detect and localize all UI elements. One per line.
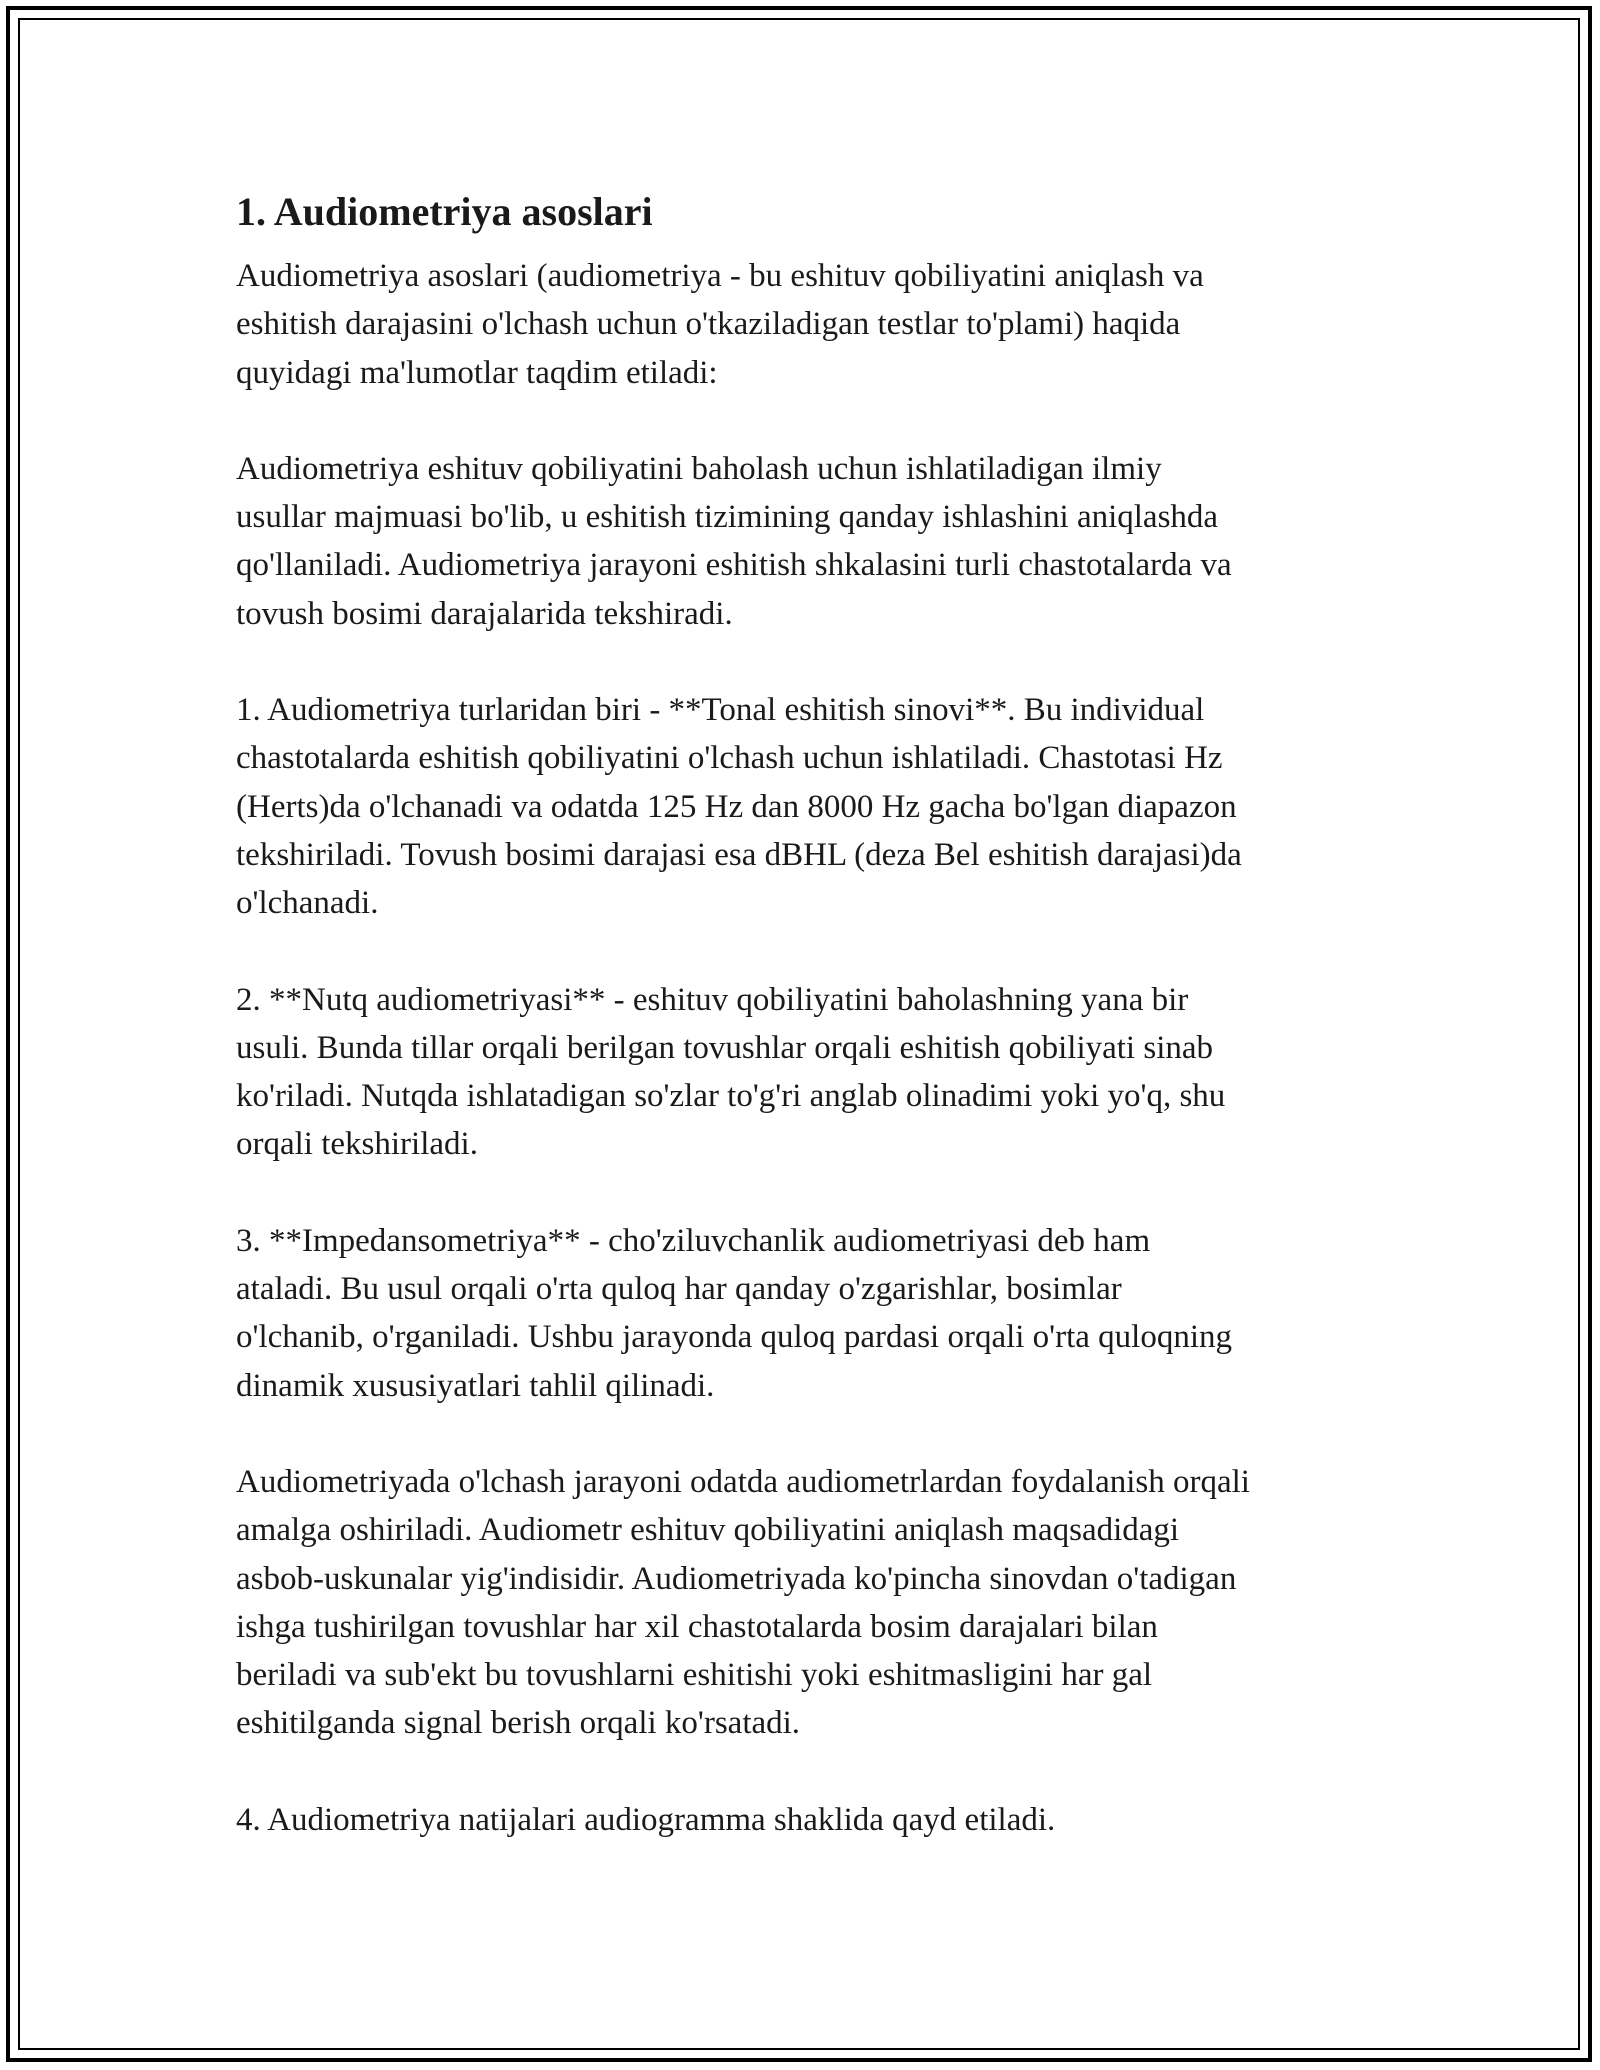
paragraph-impedansometry: 3. **Impedansometriya** - cho'ziluvchanlik audiometriyasi deb ham ataladi. Bu usul orqali o'rta quloq har qanday o'zgarishlar, bosimlar o'lchanib, o'rganiladi. Ushbu jarayonda quloq pardasi orqali o'rta quloqning dinamik xususiyatlari tahlil qilinadi. bbox=[236, 1222, 1233, 1404]
document-body bbox=[236, 186, 1366, 1844]
document-title: 1. Audiometriya asoslari bbox=[236, 189, 653, 234]
paragraph-results: 4. Audiometriya natijalari audiogramma shaklida qayd etiladi. bbox=[236, 1801, 1056, 1838]
paragraph-overview: Audiometriya eshituv qobiliyatini baholash uchun ishlatiladigan ilmiy usullar majmuasi bo'lib, u eshitish tizimining qanday ishlashini aniqlashda qo'llaniladi. Audiometriya jarayoni eshitish shkalasini turli chastotalarda va tovush bosimi darajalarida tekshiradi. bbox=[236, 450, 1232, 632]
paragraph-speech-audiometry: 2. **Nutq audiometriyasi** - eshituv qobiliyatini baholashning yana bir usuli. Bunda tillar orqali berilgan tovushlar orqali eshitish qobiliyati sinab ko'riladi. Nutqda ishlatadigan so'zlar to'g'ri anglab olinadimi yoki yo'q, shu orqali tekshiriladi. bbox=[236, 981, 1226, 1163]
paragraph-tonal-test: 1. Audiometriya turlaridan biri - **Tonal eshitish sinovi**. Bu individual chastotalarda eshitish qobiliyatini o'lchash uchun ishlatiladi. Chastotasi Hz (Herts)da o'lchanadi va odatda 125 Hz dan 8000 Hz gacha bo'lgan diapazon tekshiriladi. Tovush bosimi darajasi esa dBHL (deza Bel eshitish darajasi)da o'lchanadi. bbox=[236, 692, 1242, 922]
paragraph-measurement-process: Audiometriyada o'lchash jarayoni odatda audiometrlardan foydalanish orqali amalga oshiriladi. Audiometr eshituv qobiliyatini aniqlash maqsadidagi asbob-uskunalar yig'indisidir. Audiometriyada ko'pincha sinovdan o'tadigan ishga tushirilgan tovushlar har xil chastotalarda bosim darajalari bilan beriladi va sub'ekt bu tovushlarni eshitishi yoki eshitmasligini har gal eshitilganda signal berish orqali ko'rsatadi. bbox=[236, 1463, 1250, 1742]
paragraph-intro: Audiometriya asoslari (audiometriya - bu eshituv qobiliyatini aniqlash va eshitish darajasini o'lchash uchun o'tkaziladigan testlar to'plami) haqida quyidagi ma'lumotlar taqdim etiladi: bbox=[236, 258, 1204, 391]
